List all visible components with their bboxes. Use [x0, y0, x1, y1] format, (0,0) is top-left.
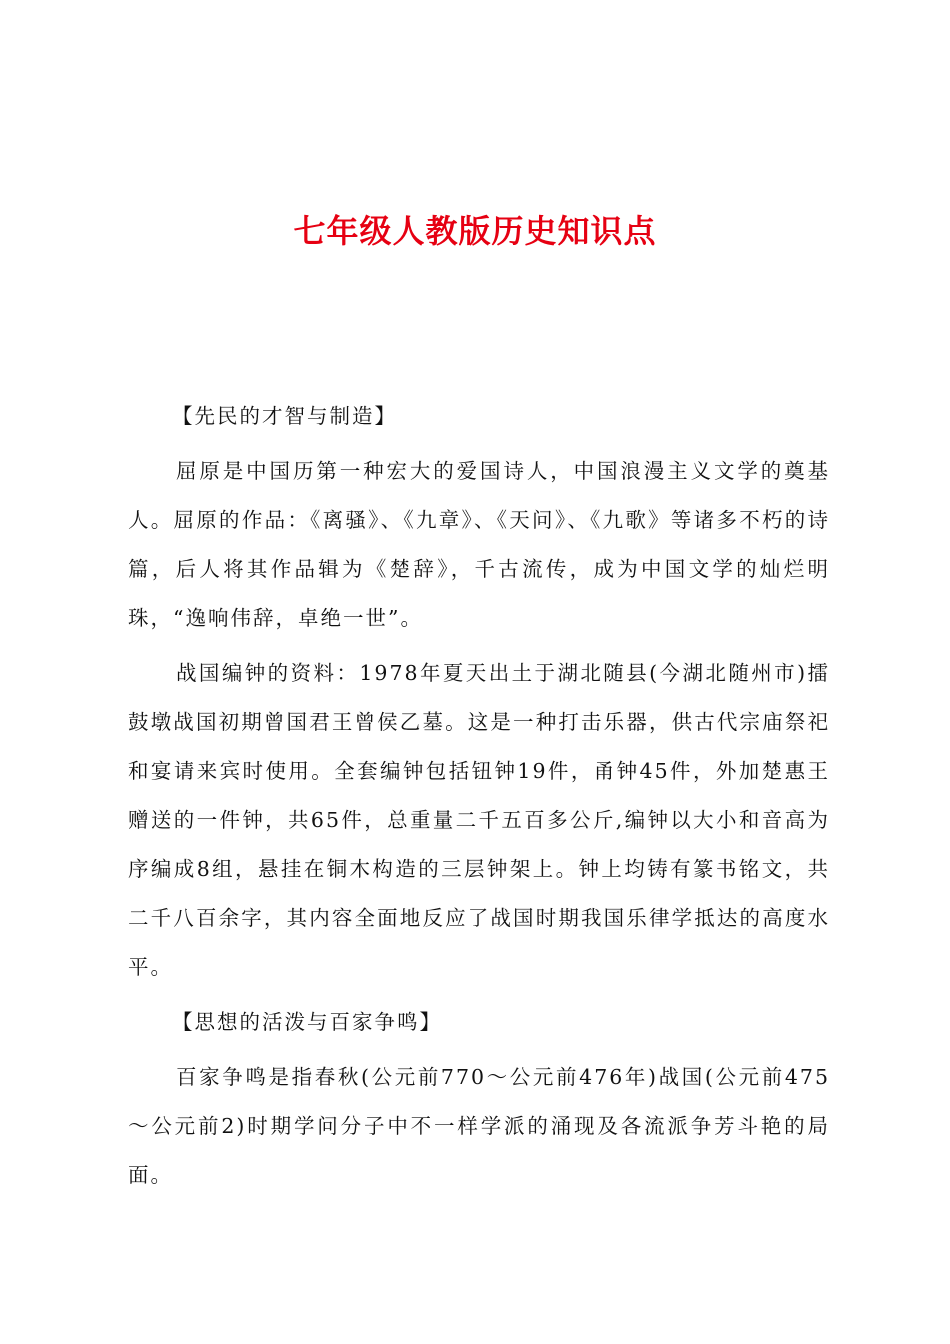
paragraph-baijia: 百家争鸣是指春秋(公元前770～公元前476年)战国(公元前475～公元前2)时期学问分子中不一样学派的涌现及各流派争芳斗艳的局面。: [128, 1065, 830, 1187]
section-heading-1: 【先民的才智与制造】: [172, 404, 397, 428]
document-title: 七年级人教版历史知识点: [293, 212, 657, 250]
paragraph-bianzhong: 战国编钟的资料：1978年夏天出土于湖北随县(今湖北随州市)擂鼓墩战国初期曾国君王曾侯乙墓。这是一种打击乐器，供古代宗庙祭祀和宴请来宾时使用。全套编钟包括钮钟19件，甬钟45件，外加楚惠王赠送的一件钟，共65件，总重量二千五百多公斤,编钟以大小和音高为序编成8组，悬挂在铜木构造的三层钟架上。钟上均铸有篆书铭文，共二千八百余字，其内容全面地反应了战国时期我国乐律学抵达的高度水平。: [128, 661, 830, 979]
paragraph-qu-yuan: 屈原是中国历第一种宏大的爱国诗人，中国浪漫主义文学的奠基人。屈原的作品：《离骚》、《九章》、《天问》、《九歌》等诸多不朽的诗篇，后人将其作品辑为《楚辞》，千古流传，成为中国文学的灿烂明珠，“逸响伟辞，卓绝一世”。: [128, 459, 830, 630]
document-body: [128, 392, 830, 1206]
section-heading-2: 【思想的活泼与百家争鸣】: [172, 1010, 442, 1034]
